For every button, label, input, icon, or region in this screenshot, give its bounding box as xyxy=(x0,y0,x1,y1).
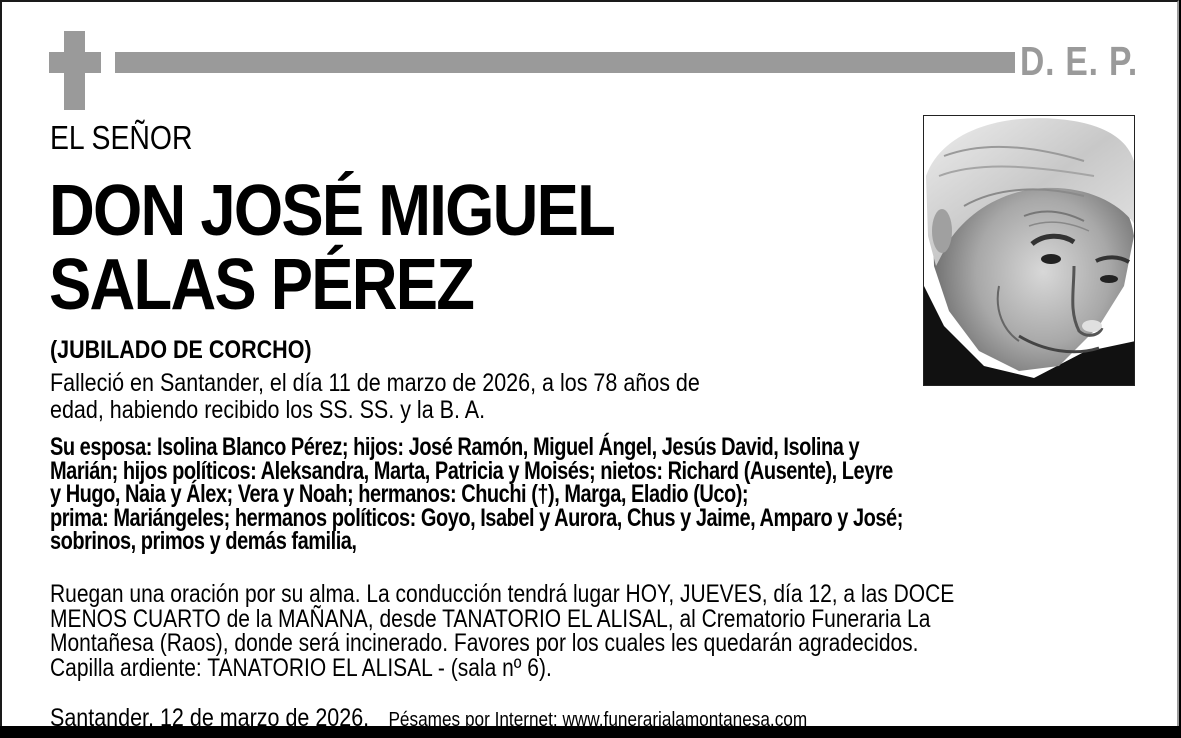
family-line: sobrinos, primos y demás familia, xyxy=(50,527,357,555)
portrait-image xyxy=(924,116,1135,386)
service-line: Capilla ardiente: TANATORIO EL ALISAL - (sala nº 6). xyxy=(50,653,552,682)
service-line: MENOS CUARTO de la MAÑANA, desde TANATORIO EL ALISAL, al Crematorio Funeraria La xyxy=(50,604,931,633)
family-line: prima: Mariángeles; hermanos políticos: Goyo, Isabel y Aurora, Chus y Jaime, Amparo y José; xyxy=(50,503,903,532)
cross-horizontal-bar xyxy=(49,52,101,73)
death-notice-line: Falleció en Santander, el día 11 de marzo de 2026, a los 78 años de xyxy=(50,369,700,397)
condolences-link[interactable]: Pésames por Internet: www.funerarialamontanesa.com xyxy=(388,709,808,731)
deceased-photo xyxy=(923,115,1135,386)
header-rule xyxy=(115,52,1015,73)
deceased-name xyxy=(49,171,615,325)
deceased-name-line-2: SALAS PÉREZ xyxy=(49,245,474,325)
service-details xyxy=(50,582,1142,680)
family-line: y Hugo, Naia y Álex; Vera y Noah; hermanos: Chuchi (†), Marga, Eladio (Uco); xyxy=(50,480,749,508)
place-date: Santander, 12 de marzo de 2026. xyxy=(50,704,370,732)
service-line: Montañesa (Raos), donde será incinerado. Favores por los cuales les quedarán agradecidos. xyxy=(50,629,919,657)
honorific-prefix: EL SEÑOR xyxy=(50,119,193,156)
occupation: (JUBILADO DE CORCHO) xyxy=(50,336,312,364)
family-line: Su esposa: Isolina Blanco Pérez; hijos: José Ramón, Miguel Ángel, Jesús David, Isolina y xyxy=(50,433,860,461)
death-notice xyxy=(50,370,850,424)
deceased-name-line-1: DON JOSÉ MIGUEL xyxy=(49,171,615,251)
dep-label: D. E. P. xyxy=(1020,38,1139,84)
service-line: Ruegan una oración por su alma. La conducción tendrá lugar HOY, JUEVES, día 12, a las DOCE xyxy=(50,580,955,608)
family-line: Marián; hijos políticos: Aleksandra, Marta, Patricia y Moisés; nietos: Richard (Ausente), Leyre xyxy=(50,456,893,485)
family-list xyxy=(50,433,1090,555)
death-notice-line: edad, habiendo recibido los SS. SS. y la B. A. xyxy=(50,396,486,424)
footer xyxy=(50,704,807,734)
